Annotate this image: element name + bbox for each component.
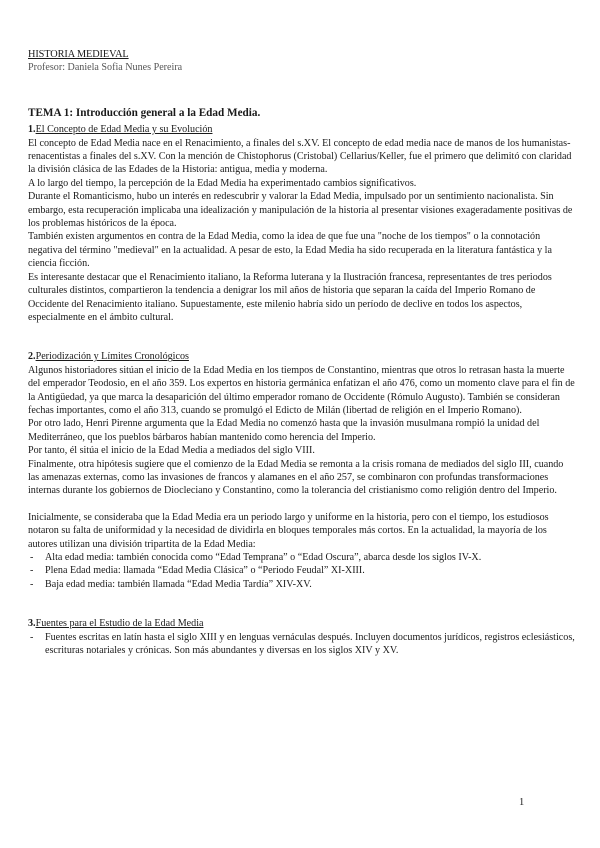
page-number: 1 — [519, 797, 525, 808]
paragraph: Durante el Romanticismo, hubo un interés en redescubrir y valorar la Edad Media, impulsado por un sentimiento nacionalista. Sin embargo, esta recuperación implicaba una idealización y manipulación de la historia al presentar visiones exageradamente positivas de los problemas históricos de la época. — [28, 191, 573, 230]
paragraph: Por otro lado, Henri Pirenne argumenta que la Edad Media no comenzó hasta que la invasión musulmana rompió la unidad del Mediterráneo, que los pueblos bárbaros habían mantenido como herencia del Imperio. — [28, 418, 540, 443]
professor-name: Profesor: Daniela Sofia Nunes Pereira — [28, 62, 183, 74]
sources-list — [28, 631, 576, 658]
section-2-number: 2. — [28, 351, 36, 363]
paragraph: Por tanto, él sitúa el inicio de la Edad Media a mediados del siglo VIII. — [28, 445, 315, 457]
section-3 — [28, 617, 576, 657]
paragraph: Algunos historiadores sitúan el inicio de la Edad Media en los tiempos de Constantino, mientras que otros lo retrasan hasta la muerte del emperador Teodosio, en el año 359. Los expertos en historia germánica enfatizan el año 476, como un momento clave para el fin de la Antigüedad, ya que marca la desaparición del último emperador romano de Occidente (Rómulo Augusto). También se consideran fechas importantes, como el año 313, cuando se promulgó el Edicto de Milán (libertad de religión en el Imperio Romano). — [28, 364, 575, 416]
document-page — [28, 48, 576, 657]
period-list — [28, 551, 576, 591]
section-1-title: El Concepto de Edad Media y su Evolución — [35, 124, 213, 136]
tema-heading: TEMA 1: Introducción general a la Edad Media. — [28, 106, 261, 119]
paragraph: A lo largo del tiempo, la percepción de la Edad Media ha experimentado cambios significativos. — [28, 177, 417, 189]
section-spacer — [28, 324, 576, 350]
course-title: HISTORIA MEDIEVAL — [28, 49, 129, 60]
paragraph: El concepto de Edad Media nace en el Renacimiento, a finales del s.XV. El concepto de edad media nace de manos de los humanistas-renacentistas a finales del s.XV. Con la mención de Chistophorus (Cristobal) Cellarius/Keller, fue el primero que delimitó con claridad la división clásica de las Edades de la Historia: antigua, media y moderna. — [28, 137, 572, 176]
section-2 — [28, 350, 576, 591]
section-1 — [28, 123, 576, 324]
section-2-title: Periodización y Límites Cronológicos — [35, 351, 189, 363]
list-item: - Plena Edad media: llamada “Edad Media Clásica” o “Periodo Feudal” XI-XIII. — [28, 564, 576, 577]
section-spacer — [28, 591, 576, 617]
section-1-number: 1. — [28, 124, 36, 136]
section-3-number: 3. — [28, 618, 36, 630]
section-3-heading — [28, 617, 576, 630]
paragraph: También existen argumentos en contra de la Edad Media, como la idea de que fue una "noche de los tiempos" o la connotación negativa del término "medieval" en la actualidad. A pesar de esto, la Edad Media ha sido recuperada en la literatura fantástica y la ciencia ficción. — [28, 231, 552, 270]
paragraph: Inicialmente, se consideraba que la Edad Media era un periodo largo y uniforme en la historia, pero con el tiempo, los estudiosos notaron su falta de uniformidad y la necesidad de dividirla en bloques temporales más cortos. En la actualidad, la mayoría de los autores utilizan una división tripartita de la Edad Media: — [28, 511, 549, 550]
section-1-heading — [28, 123, 576, 136]
section-3-title: Fuentes para el Estudio de la Edad Media — [35, 618, 204, 630]
list-item: - Fuentes escritas en latín hasta el siglo XIII y en lenguas vernáculas después. Incluyen documentos jurídicos, registros eclesiásticos, escrituras notariales y crónicas. Son más abundantes y diversas en los siglos XIV y XV. — [28, 631, 576, 658]
paragraph: Finalmente, otra hipótesis sugiere que el comienzo de la Edad Media se remonta a la crisis romana de mediados del siglo III, cuando las amenazas externas, como las invasiones de francos y alamanes en el año 257, se combinaron con profundas transformaciones internas durante los gobiernos de Diocleciano y Constantino, como la tolerancia del cristianismo como religión dentro del Imperio. — [28, 458, 564, 497]
list-item: - Baja edad media: también llamada “Edad Media Tardía” XIV-XV. — [28, 578, 576, 591]
paragraph: Es interesante destacar que el Renacimiento italiano, la Reforma luterana y la Ilustración francesa, representantes de tres periodos culturales distintos, compartieron la tendencia a denigrar los mil años de historia que separan la caída del Imperio Romano de Occidente del Renacimiento italiano. Supuestamente, este milenio habría sido un período de declive en todos los aspectos, especialmente en el ámbito cultural. — [28, 271, 552, 323]
list-item: - Alta edad media: también conocida como “Edad Temprana” o “Edad Oscura”, abarca desde los siglos IV-X. — [28, 551, 576, 564]
section-2-heading — [28, 350, 576, 363]
paragraph-spacer — [28, 498, 576, 511]
